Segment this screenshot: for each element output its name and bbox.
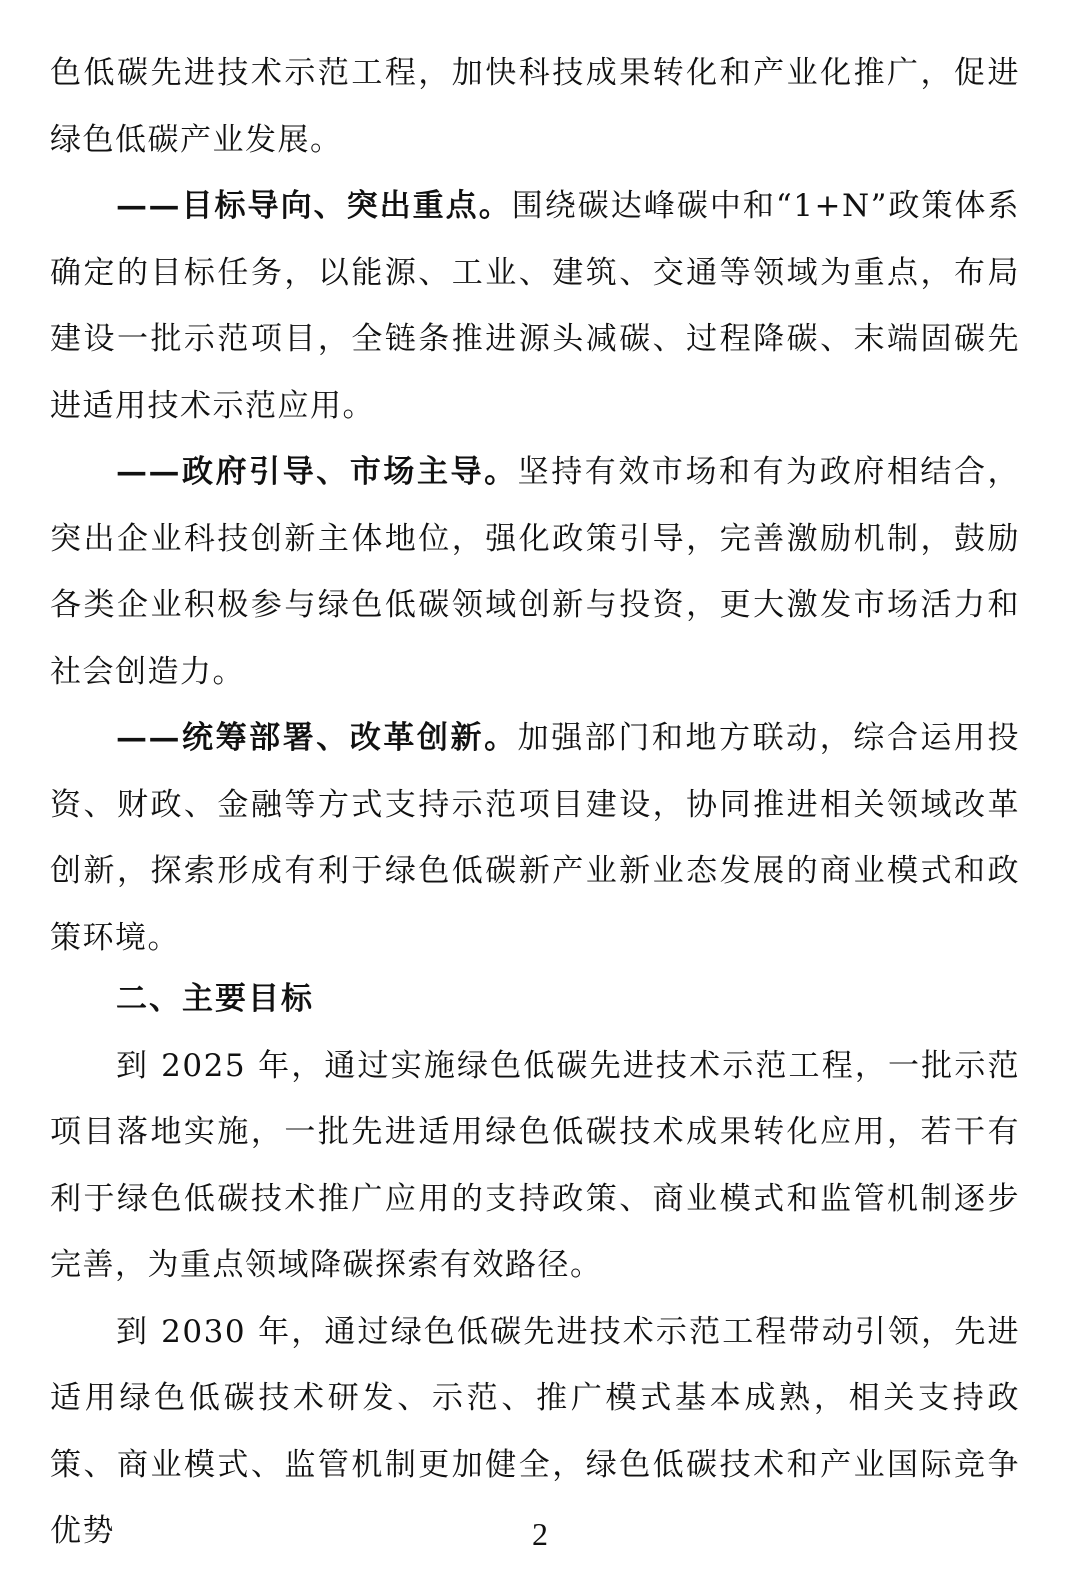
- section-heading: 二、主要目标: [116, 981, 314, 1017]
- principle-paragraph-government-guidance: [50, 439, 1020, 705]
- paragraph-text: 到 2025 年，通过实施绿色低碳先进技术示范工程，一批示范项目落地实施，一批先进适用绿色低碳技术成果转化应用，若干有利于绿色低碳技术推广应用的支持政策、商业模式和监管机制逐步完善，为重点领域降碳探索有效路径。: [50, 1047, 1020, 1283]
- principle-lead: ——目标导向、突出重点。: [116, 188, 512, 224]
- paragraph-continuation: [50, 40, 1020, 173]
- principle-paragraph-coordination: [50, 705, 1020, 971]
- paragraph-text: 色低碳先进技术示范工程，加快科技成果转化和产业化推广，促进绿色低碳产业发展。: [50, 55, 1020, 158]
- principle-lead: ——统筹部署、改革创新。: [116, 720, 518, 756]
- page-number: 2: [532, 1516, 548, 1552]
- paragraph-text: 到 2030 年，通过绿色低碳先进技术示范工程带动引领，先进适用绿色低碳技术研发、示范、推广模式基本成熟，相关支持政策、商业模式、监管机制更加健全，绿色低碳技术和产业国际竞争优势: [50, 1313, 1020, 1549]
- paragraph-text: 加强部门和地方联动，综合运用投资、财政、金融等方式支持示范项目建设，协同推进相关领域改革创新，探索形成有利于绿色低碳新产业新业态发展的商业模式和政策环境。: [50, 720, 1021, 956]
- body-text-bottom: [50, 966, 1020, 1565]
- paragraph-text: 围绕碳达峰碳中和“1+N”政策体系确定的目标任务，以能源、工业、建筑、交通等领域为重点，布局建设一批示范项目，全链条推进源头减碳、过程降碳、末端固碳先进适用技术示范应用。: [50, 188, 1020, 424]
- principle-paragraph-goal-oriented: [50, 173, 1020, 439]
- paragraph-text: 坚持有效市场和有为政府相结合，突出企业科技创新主体地位，强化政策引导，完善激励机制，鼓励各类企业积极参与绿色低碳领域创新与投资，更大激发市场活力和社会创造力。: [50, 454, 1021, 690]
- body-text-top: [50, 40, 1020, 971]
- principle-lead: ——政府引导、市场主导。: [116, 454, 518, 490]
- target-paragraph-2025: [50, 1033, 1020, 1299]
